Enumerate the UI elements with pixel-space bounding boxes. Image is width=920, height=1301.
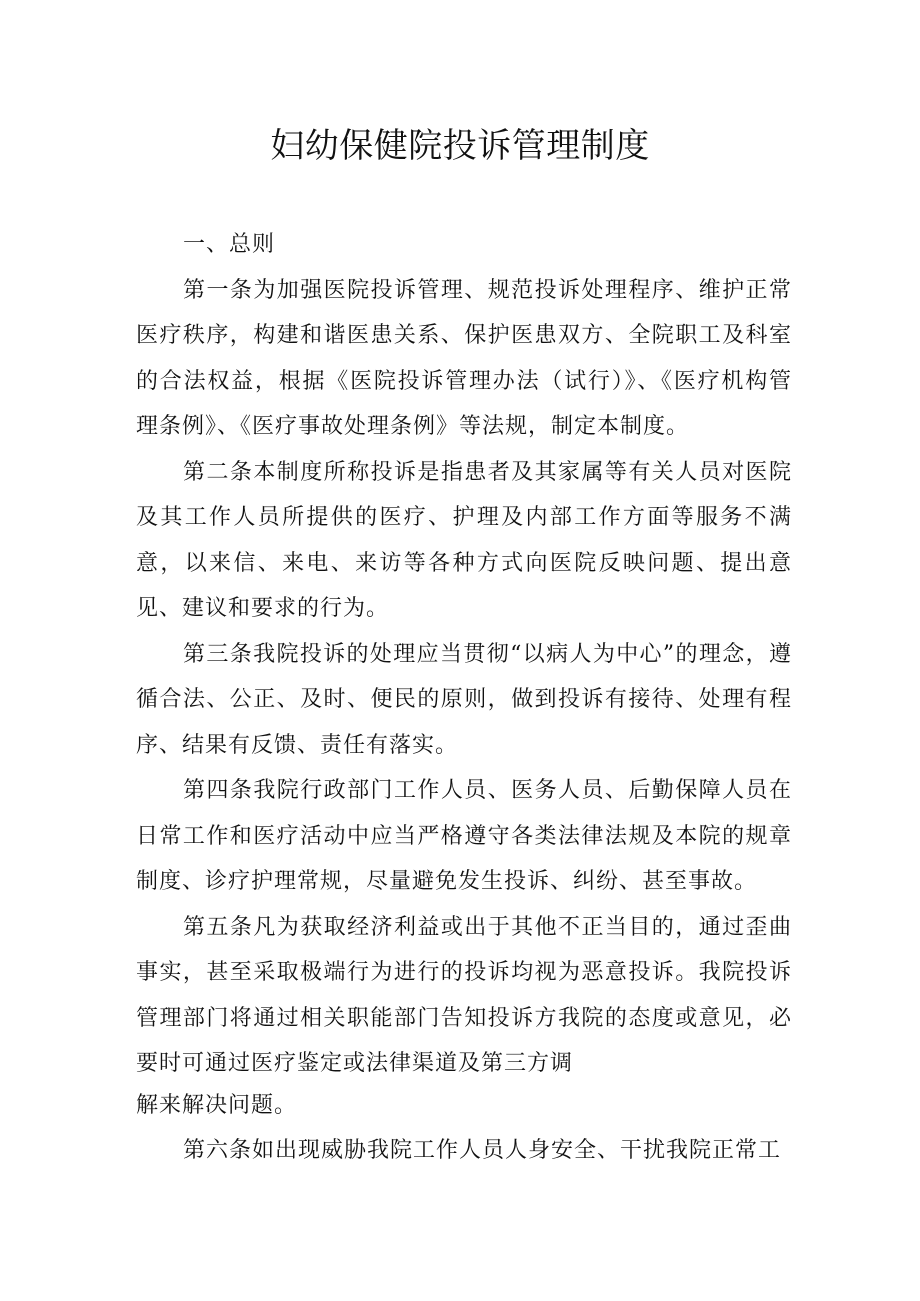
section-heading: 一、总则	[183, 232, 276, 257]
document-title: 妇幼保健院投诉管理制度	[270, 126, 650, 166]
article-4: 第四条我院行政部门工作人员、医务人员、后勤保障人员在日常工作和医疗活动中应当严格遵守各类法律法规及本院的规章制度、诊疗护理常规，尽量避免发生投诉、纠纷、甚至事故。	[136, 778, 792, 894]
document-body	[136, 222, 792, 1174]
article-5-tail: 解来解决问题。	[136, 1092, 298, 1118]
article-2: 第二条本制度所称投诉是指患者及其家属等有关人员对医院及其工作人员所提供的医疗、护理及内部工作方面等服务不满意，以来信、来电、来访等各种方式向医院反映问题、提出意见、建议和要求的行为。	[136, 459, 792, 621]
article-5-main: 第五条凡为获取经济利益或出于其他不正当目的，通过歪曲事实，甚至采取极端行为进行的投诉均视为恶意投诉。我院投诉管理部门将通过相关职能部门告知投诉方我院的态度或意见，必要时可通过医疗鉴定或法律渠道及第三方调	[136, 914, 792, 1076]
article-5	[136, 905, 792, 1129]
article-3: 第三条我院投诉的处理应当贯彻“以病人为中心”的理念，遵循合法、公正、及时、便民的原则，做到投诉有接待、处理有程序、结果有反馈、责任有落实。	[136, 641, 792, 758]
article-1: 第一条为加强医院投诉管理、规范投诉处理程序、维护正常医疗秩序，构建和谐医患关系、保护医患双方、全院职工及科室的合法权益，根据《医院投诉管理办法（试行）》、《医疗机构管理条例》、《医疗事故处理条例》等法规，制定本制度。	[136, 277, 792, 439]
article-6: 第六条如出现威胁我院工作人员人身安全、干扰我院正常工	[183, 1138, 782, 1163]
